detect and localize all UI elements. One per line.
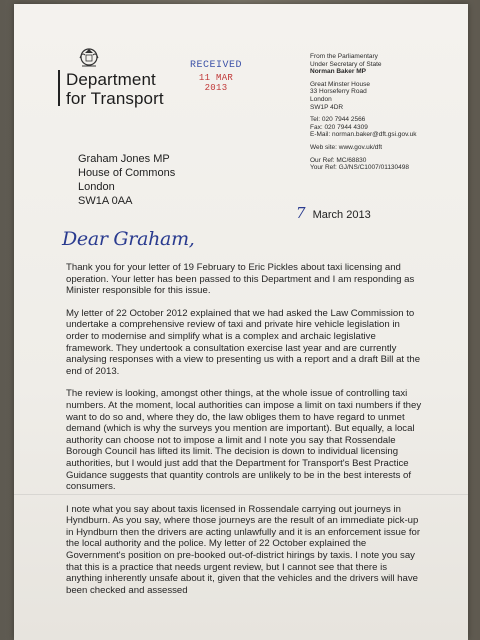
sender-address-4: SW1P 4DR <box>310 103 344 111</box>
recipient-name: Graham Jones MP <box>78 153 170 165</box>
letter-body <box>66 262 422 607</box>
letter-date <box>296 204 371 222</box>
paragraph-2: My letter of 22 October 2012 explained that we had asked the Law Commission to undertake a comprehensive review of taxi and private hire vehicle legislation in order to modernise and simplify what is a complex and archaic legislative framework. They undertook a consultation exercise last year and are currently analysing responses with a view to presenting us with a report and a draft Bill at the end of 2013. <box>66 307 421 377</box>
sender-block <box>310 53 460 172</box>
recipient-block <box>78 152 175 208</box>
department-line-1: Department <box>66 70 156 89</box>
sender-address-1: Great Minster House <box>310 80 370 88</box>
sender-website: Web site: www.gov.uk/dft <box>310 143 383 151</box>
stamp-label: RECEIVED <box>189 60 242 71</box>
paragraph-1: Thank you for your letter of 19 February to Eric Pickles about taxi licensing and operation. Your letter has been passed to this Department and I am responding as Minister responsible for this issue. <box>66 262 415 297</box>
sender-tel: Tel: 020 7944 2566 <box>310 116 366 124</box>
date-month-year: March 2013 <box>312 209 371 221</box>
sender-name: Norman Baker MP <box>310 68 366 76</box>
sender-address-2: 33 Horseferry Road <box>310 88 367 96</box>
department-name <box>66 70 164 108</box>
salutation-handwritten: Dear Graham, <box>62 228 195 250</box>
sender-line-1: From the Parliamentary <box>310 53 378 60</box>
paragraph-4: I note what you say about taxis licensed in Rossendale carrying out journeys in Hyndburn. As you say, where those journeys are the result of an immediate pick-up in Hyndburn then the drivers are acting unlawfully and it is an enforcement issue for the local authority and the police. My letter of 22 October explained the Government's position on pre-booked out-of-district hirings by taxis. I note you say that this is a practice that needs urgent review, but I cannot see that there is anything inherently unsafe about it, given that the vehicles and the drivers will have been checked and assessed <box>66 503 421 596</box>
date-day-handwritten: 7 <box>296 204 306 222</box>
recipient-line-3: London <box>78 181 115 193</box>
paper-fold-line <box>14 494 468 495</box>
department-rule <box>58 70 60 106</box>
sender-address-3: London <box>310 95 332 103</box>
royal-crest-icon <box>76 44 102 70</box>
sender-fax: Fax: 020 7944 4309 <box>310 123 368 131</box>
recipient-line-2: House of Commons <box>78 167 176 179</box>
paragraph-3: The review is looking, amongst other things, at the whole issue of controlling taxi numbers. At the moment, local authorities can impose a limit on taxi numbers if they want to do so and, where they do, the law obliges them to have regard to unmet demand (which is why the surveys you mention are important). But equally, a local authority can choose not to impose a limit and I note you say that Rossendale Borough Council has lifted its limit. The decision is down to individual licensing authorities, but I would just add that the Department for Transport's Best Practice Guidance suggests that quantity controls are unlikely to be in the best interests of consumers. <box>66 388 422 493</box>
your-reference: Your Ref: GJ/NS/C1007/01130498 <box>310 164 410 172</box>
stamp-date: 11 MAR 2013 <box>198 73 234 93</box>
sender-line-2: Under Secretary of State <box>310 60 382 68</box>
received-stamp <box>186 60 246 93</box>
recipient-postcode: SW1A 0AA <box>78 195 133 207</box>
department-line-2: for Transport <box>66 89 164 108</box>
sender-email: E-Mail: norman.baker@dft.gsi.gov.uk <box>310 131 417 139</box>
our-reference: Our Ref: MC/68830 <box>310 156 367 164</box>
